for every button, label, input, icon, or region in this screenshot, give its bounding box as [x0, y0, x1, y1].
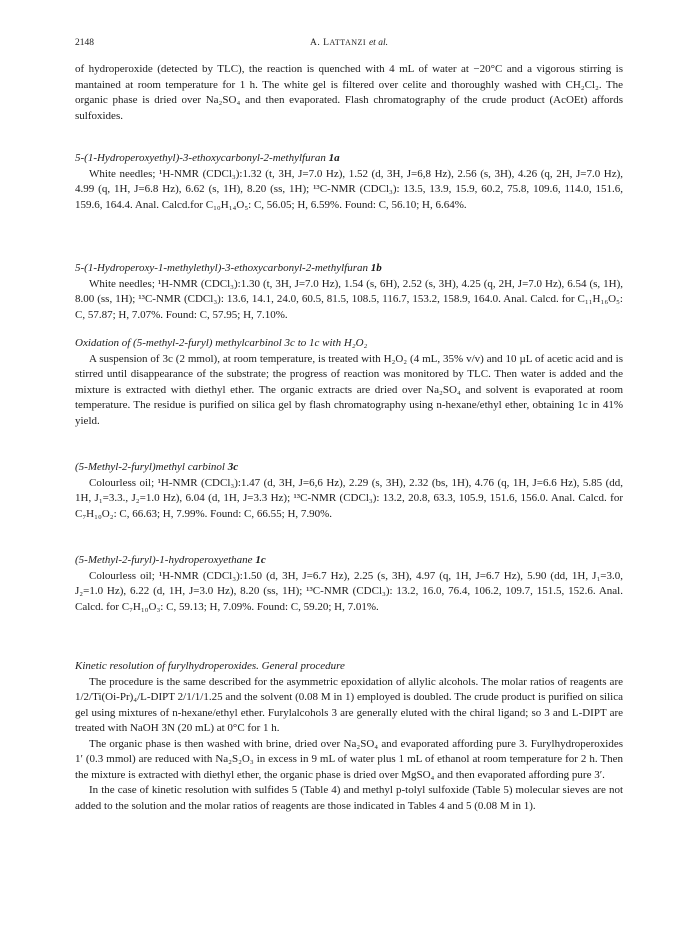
intro-paragraph-block — [75, 62, 623, 124]
compound-1a-section — [75, 151, 623, 213]
compound-1b-data: White needles; ¹H-NMR (CDCl₃):1.30 (t, 3H, J=7.0 Hz), 1.54 (s, 6H), 2.52 (s, 3H), 4.25 (q, 2H, J=7.0 Hz), 6.54 (s, 1H), 8.00 (ss, 1H); ¹³C-NMR (CDCl₃): 13.6, 14.1, 24.0, 60.5, 81.5, 108.5, 116.7, 153.2, 158.9, 164.0. Anal. Calcd. for C₁₁H₁₆O₅: C, 57.87; H, 7.07%. Found: C, 57.95; H, 7.10%. — [75, 277, 623, 321]
kinetic-paragraph-3: In the case of kinetic resolution with sulfides 5 (Table 4) and methyl p-tolyl sulfoxide (Table 5) molecular sieves are not added to the solution and the molar ratios of reagents are those indicated in Tables 4 and 5 (0.08 M in 1). — [75, 784, 623, 812]
compound-1c-section — [75, 553, 623, 615]
intro-paragraph: of hydroperoxide (detected by TLC), the reaction is quenched with 4 mL of water at −20°C and a vigorous stirring is mantained at room temperature for 1 h. The white gel is filtered over celite and thoroughly washed with CH₂Cl₂. The organic phase is dried over Na₂SO₄ and then evaporated. Flash chromatography of the crude product (AcOEt) affords sulfoxides. — [75, 63, 623, 122]
kinetic-paragraph-2: The organic phase is then washed with brine, dried over Na₂SO₄ and evaporated affording pure 3. Furylhydroperoxides 1′ (0.3 mmol) are reduced with Na₂S₂O₃ in excess in 9 mL of water plus 1 mL of ethanol at room temperature for 2 h. Then the mixture is extracted with diethyl ether, the organic phase is dried over MgSO₄ and then evaporated affording pure 3′. — [75, 737, 623, 781]
compound-1c-title: (5-Methyl-2-furyl)-1-hydroperoxyethane — [75, 554, 253, 566]
compound-1b-heading — [75, 261, 623, 277]
compound-1a-heading — [75, 151, 623, 167]
compound-3c-section — [75, 460, 623, 522]
page-header — [75, 38, 623, 52]
oxidation-paragraph: A suspension of 3c (2 mmol), at room temperature, is treated with H₂O₂ (4 mL, 35% v/v) and 10 µL of acetic acid and is stirred until disappearance of the substrate; the progress of reaction was monitored by TLC. Then water is added and the mixture is extracted with diethyl ether. The organic extracts are dried over Na₂SO₄ and solvent is evaporated at room temperature. The residue is purified on silica gel by flash chromatography using n-hexane/ethyl ether, obtaining 1c in 41% yield. — [75, 352, 623, 427]
compound-1a-data: White needles; ¹H-NMR (CDCl₃):1.32 (t, 3H, J=7.0 Hz), 1.52 (d, 3H, J=6,8 Hz), 2.56 (s, 3H), 4.26 (q, 2H, J=7.0 Hz), 4.99 (q, 1H, J=6.8 Hz), 6.62 (s, 1H), 8.20 (ss, 1H); ¹³C-NMR (CDCl₃): 13.5, 13.9, 15.9, 60.2, 75.8, 109.6, 114.0, 151.6, 159.6, 164.4. Anal. Calcd.for C₁₀H₁₄O₅: C, 56.05; H, 6.59%. Found: C, 56.10; H, 6.64%. — [75, 167, 623, 211]
compound-1b-section — [75, 261, 623, 323]
running-head — [75, 38, 623, 48]
compound-1b-title: 5-(1-Hydroperoxy-1-methylethyl)-3-ethoxycarbonyl-2-methylfuran — [75, 262, 369, 274]
compound-3c-heading — [75, 460, 623, 476]
compound-3c-title: (5-Methyl-2-furyl)methyl carbinol — [75, 461, 225, 473]
kinetic-resolution-heading: Kinetic resolution of furylhydroperoxides. General procedure — [75, 660, 345, 672]
compound-3c-data: Colourless oil; ¹H-NMR (CDCl₃):1.47 (d, 3H, J=6,6 Hz), 2.29 (s, 3H), 2.32 (bs, 1H), 4.76 (q, 1H, J=6.6 Hz), 5.85 (dd, 1H, J₁=3.3., J₂=1.0 Hz), 6.04 (d, 1H, J=3.3 Hz); ¹³C-NMR (CDCl₃): 13.2, 20.8, 63.3, 105.9, 151.6, 156.0. Anal. Calcd. for C₇H₁₀O₂: C, 66.63; H, 7.99%. Found: C, 66.55; H, 7.90%. — [75, 476, 623, 520]
compound-3c-label: 3c — [227, 461, 239, 473]
compound-1c-label: 1c — [255, 554, 266, 566]
oxidation-section — [75, 336, 623, 429]
kinetic-resolution-section — [75, 659, 623, 814]
running-head-author-initial: A. L — [310, 38, 330, 48]
oxidation-heading: Oxidation of (5-methyl-2-furyl) methylcarbinol 3c to 1c with H₂O₂ — [75, 337, 368, 349]
compound-1a-label: 1a — [328, 152, 340, 164]
compound-1c-heading — [75, 553, 623, 569]
compound-1c-data: Colourless oil; ¹H-NMR (CDCl₃):1.50 (d, 3H, J=6.7 Hz), 2.25 (s, 3H), 4.97 (q, 1H, J=6.7 Hz), 5.90 (dd, 1H, J₁=3.0, J₂=1.0 Hz), 6.22 (d, 1H, J=3.0 Hz), 8.20 (ss, 1H); ¹³C-NMR (CDCl₃): 13.2, 16.0, 76.4, 106.2, 109.7, 151.5, 152.6. Anal. Calcd. for C₇H₁₀O₃: C, 59.13; H, 7.09%. Found: C, 59.20; H, 7.01%. — [75, 569, 623, 613]
compound-1a-title: 5-(1-Hydroperoxyethyl)-3-ethoxycarbonyl-2-methylfuran — [75, 152, 326, 164]
running-head-et-al: et al. — [368, 38, 388, 48]
page-number: 2148 — [75, 38, 94, 48]
kinetic-paragraph-1: The procedure is the same described for the asymmetric epoxidation of allylic alcohols. The molar ratios of reagents are 1/2/Ti(Oi-Pr)₄/L-DIPT 2/1/1/1.25 and the solvent (0.08 M in 1) employed is doubled. The crude product is purified on silica gel using mixtures of n-hexane/ethyl ether. Furylalcohols 3 are generally eluted with the chiral ligand; so 3 and L-DIPT are treated with NaOH 3N (20 mL) at 0°C for 1 h. — [75, 675, 623, 734]
running-head-author-rest: ATTANZI — [329, 38, 367, 47]
compound-1b-label: 1b — [370, 262, 382, 274]
